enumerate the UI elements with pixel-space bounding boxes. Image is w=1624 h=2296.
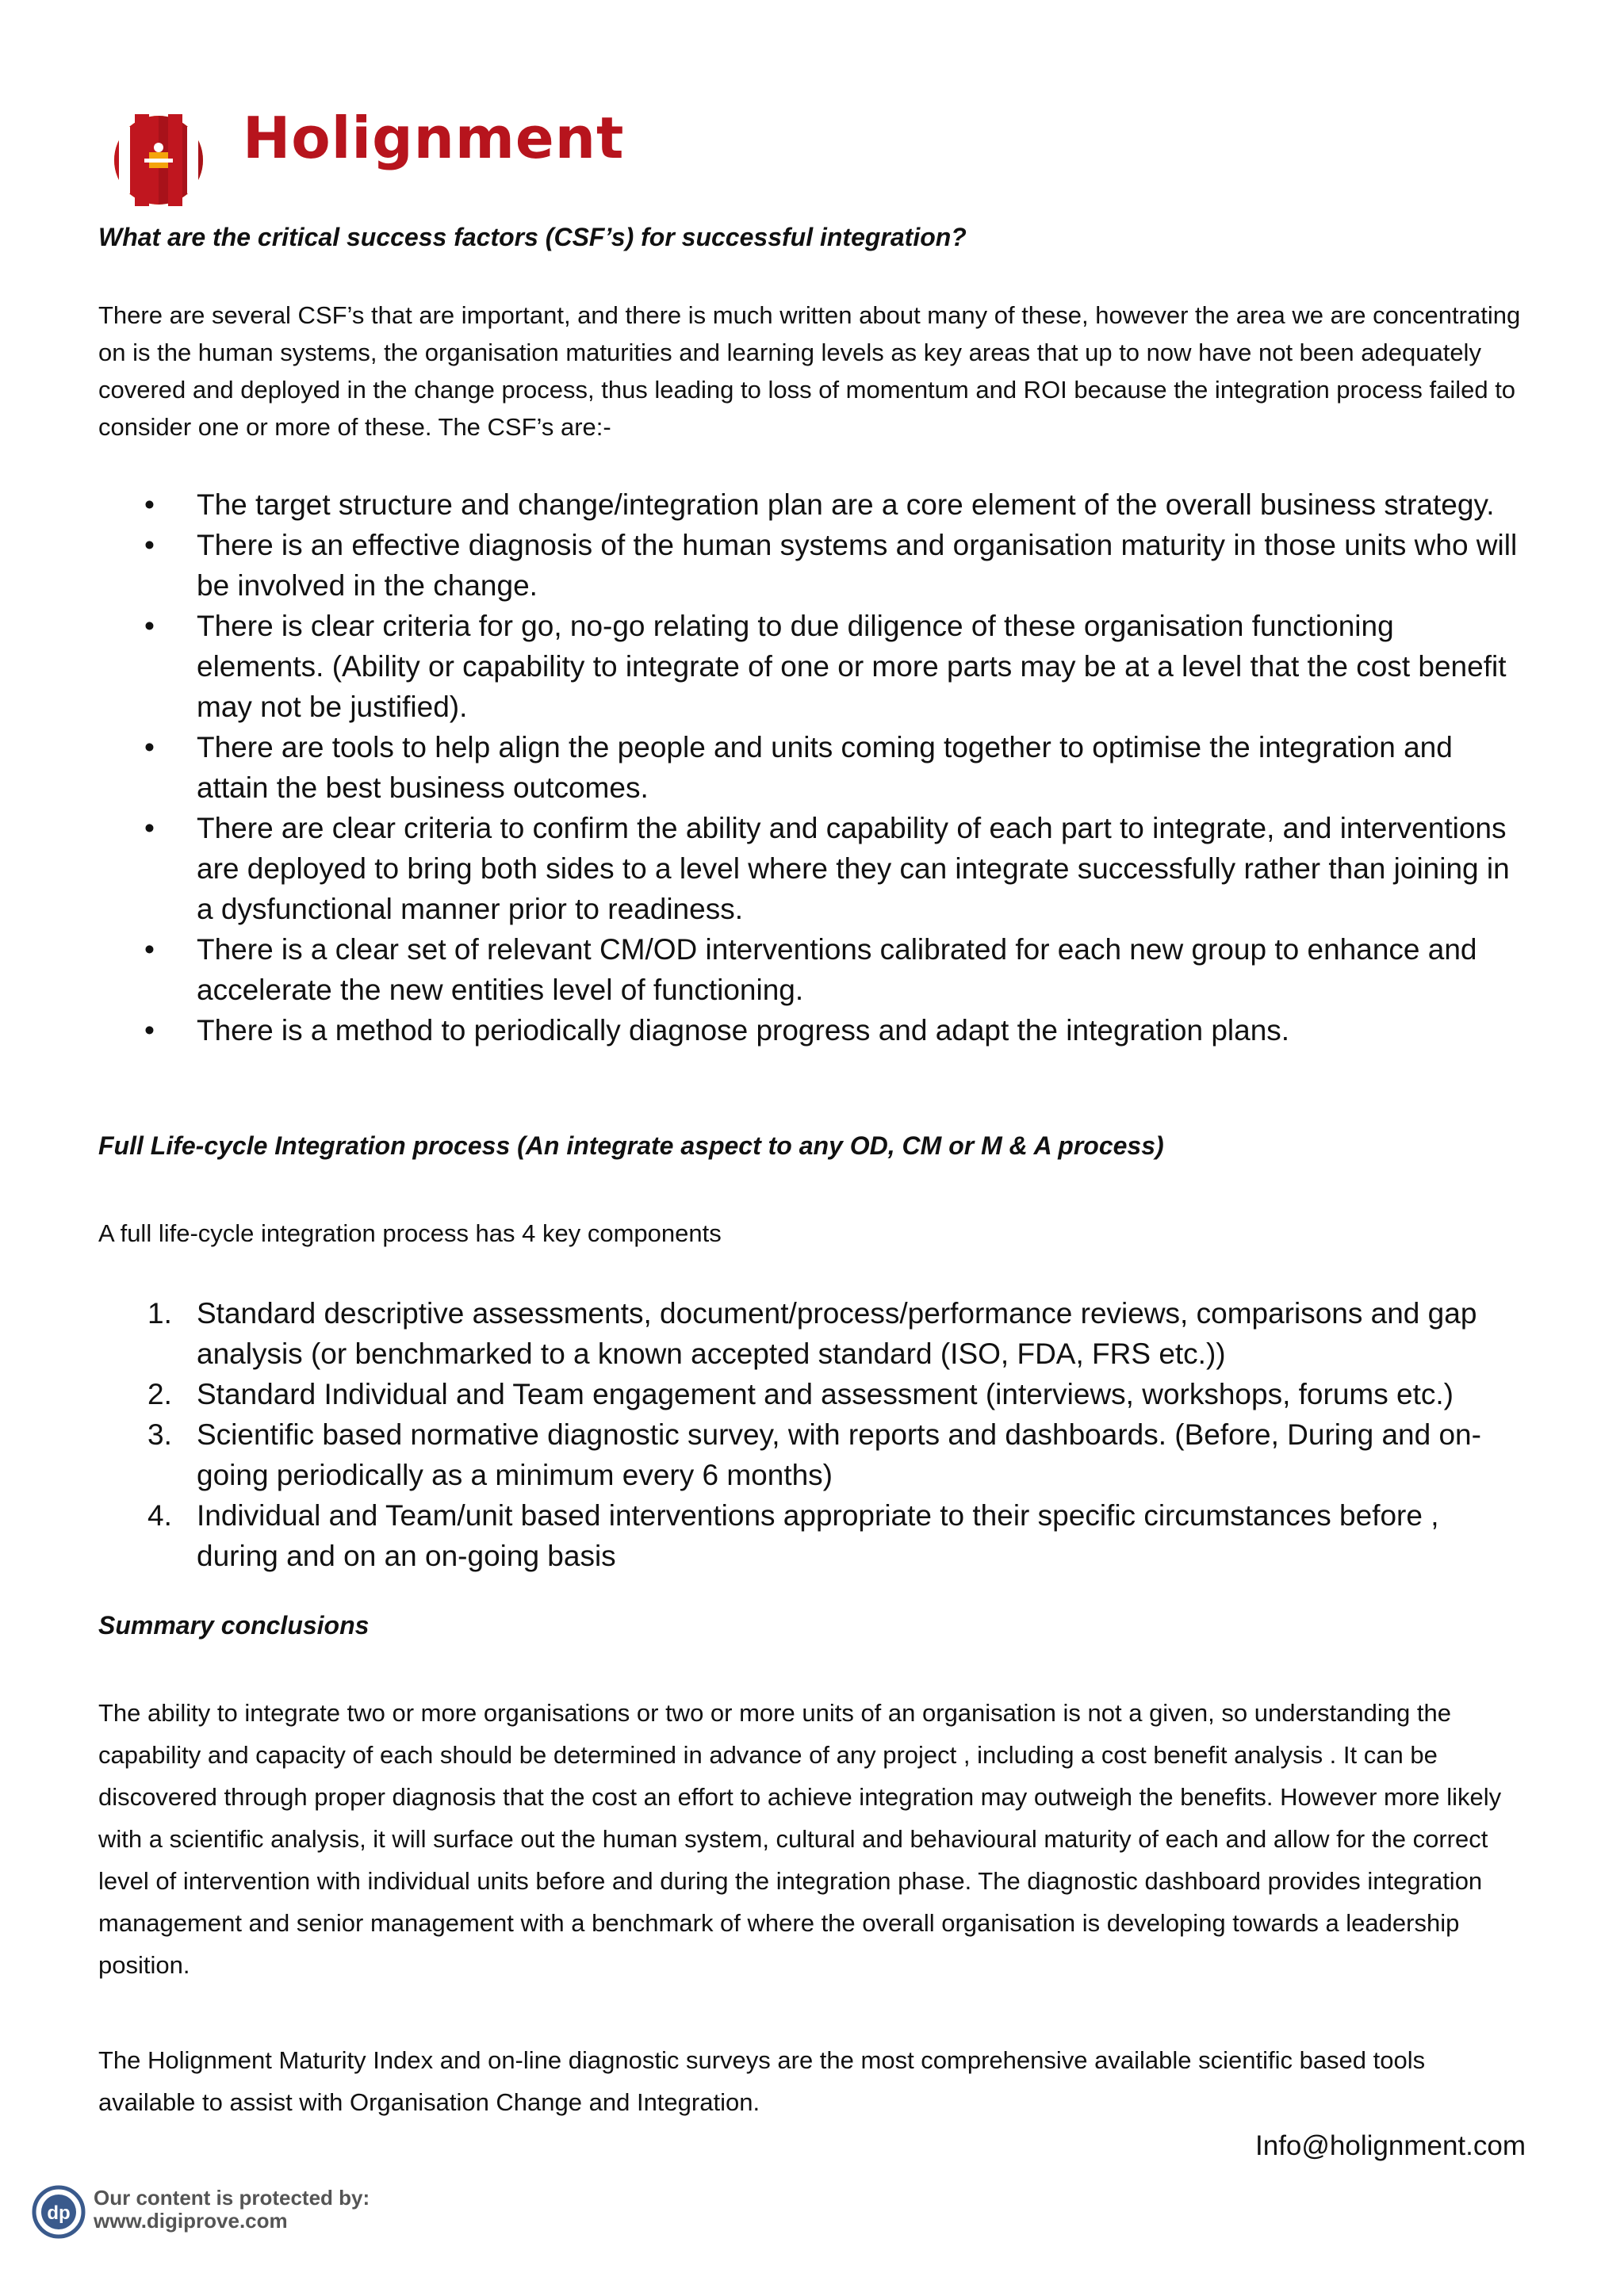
list-item: • The target structure and change/integration plan are a core element of the overall business strategy.	[98, 484, 1526, 525]
csf-bullet-list	[98, 484, 1526, 1050]
list-item: • There is a method to periodically diagnose progress and adapt the integration plans.	[98, 1010, 1526, 1050]
list-item: • There is clear criteria for go, no-go relating to due diligence of these organisation functioning elements. (Ability or capability to integrate of one or more parts may be at a level that the cost benefit may not be justified).	[98, 606, 1526, 727]
contact-email-link[interactable]: Info@holignment.com	[1255, 2130, 1526, 2161]
holignment-logo	[108, 105, 625, 211]
holignment-h-emblem-icon	[108, 109, 227, 211]
csf-intro-paragraph: There are several CSF’s that are important, and there is much written about many of these, however the area we are concentrating on is the human systems, the organisation maturities and learning levels as key areas that up to now have not been adequately covered and deployed in the change process, thus leading to loss of momentum and ROI because the integration process failed to consider one or more of these. The CSF’s are:-	[98, 301, 1521, 441]
bullet-icon: •	[144, 610, 155, 642]
svg-text:dp: dp	[47, 2202, 71, 2224]
list-item: 2. Standard Individual and Team engagement and assessment (interviews, workshops, forums etc.)	[147, 1378, 1454, 1410]
lifecycle-numbered-list	[98, 1293, 1526, 1576]
list-item: • There is a clear set of relevant CM/OD interventions calibrated for each new group to enhance and accelerate the new entities level of functioning.	[98, 929, 1526, 1010]
summary-paragraph-1: The ability to integrate two or more organisations or two or more units of an organisation is not a given, so understanding the capability and capacity of each should be determined in advance of any project , including a cost benefit analysis . It can be discovered through proper diagnosis that the cost an effort to achieve integration may outweigh the benefits. However more likely with a scientific analysis, it will surface out the human system, cultural and behavioural maturity of each and allow for the correct level of intervention with individual units before and during the integration phase. The diagnostic dashboard provides integration management and senior management with a benchmark of where the overall organisation is developing towards a leadership position.	[98, 1699, 1502, 1979]
bullet-icon: •	[144, 1014, 155, 1047]
badge-line-2: www.digiprove.com	[94, 2209, 288, 2233]
lifecycle-heading: Full Life-cycle Integration process (An integrate aspect to any OD, CM or M & A process)	[98, 1131, 1164, 1160]
bullet-icon: •	[144, 812, 155, 844]
summary-heading: Summary conclusions	[98, 1611, 370, 1640]
list-item: 4. Individual and Team/unit based interventions appropriate to their specific circumstances before , during and on an on-going basis	[147, 1499, 1439, 1572]
csf-heading: What are the critical success factors (CSF’s) for successful integration?	[98, 223, 967, 251]
bullet-icon: •	[144, 933, 155, 966]
list-item: 1. Standard descriptive assessments, document/process/performance reviews, comparisons and gap analysis (or benchmarked to a known accepted standard (ISO, FDA, FRS etc.))	[147, 1297, 1477, 1370]
list-item: • There are tools to help align the people and units coming together to optimise the integration and attain the best business outcomes.	[98, 727, 1526, 808]
digiprove-badge[interactable]	[32, 2182, 381, 2245]
bullet-icon: •	[144, 529, 155, 561]
list-item: 3. Scientific based normative diagnostic survey, with reports and dashboards. (Before, During and on-going periodically as a minimum every 6 months)	[147, 1418, 1481, 1491]
list-item: • There is an effective diagnosis of the human systems and organisation maturity in those units who will be involved in the change.	[98, 525, 1526, 606]
bullet-icon: •	[144, 731, 155, 763]
bullet-icon: •	[144, 488, 155, 521]
lifecycle-intro-paragraph: A full life-cycle integration process has 4 key components	[98, 1219, 722, 1247]
digiprove-dp-icon	[32, 2185, 86, 2239]
badge-line-1: Our content is protected by:	[94, 2186, 370, 2210]
list-item: • There are clear criteria to confirm the ability and capability of each part to integrate, and interventions are deployed to bring both sides to a level where they can integrate successfully rather than joining in a dysfunctional manner prior to readiness.	[98, 808, 1526, 929]
brand-name: Holignment	[243, 105, 625, 171]
summary-paragraph-2: The Holignment Maturity Index and on-line diagnostic surveys are the most comprehensive available scientific based tools available to assist with Organisation Change and Integration.	[98, 2046, 1426, 2116]
